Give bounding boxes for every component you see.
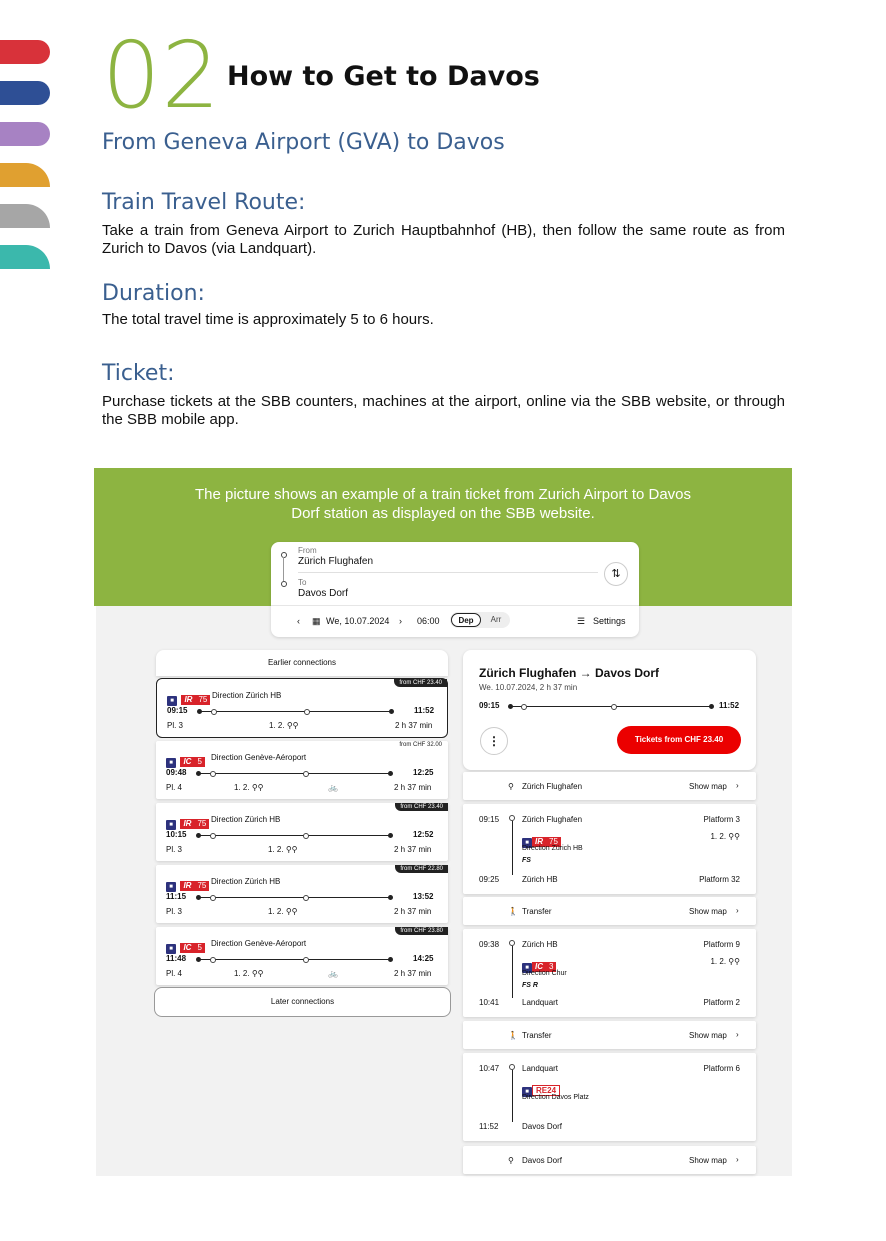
line-badge: 75	[194, 881, 209, 891]
walk-icon: 🚶	[508, 1031, 518, 1040]
platform-label: Pl. 3	[166, 845, 183, 854]
occupancy-icon: ⚲⚲	[286, 721, 299, 730]
tickets-button[interactable]: Tickets from CHF 23.40	[617, 726, 741, 754]
later-connections-button[interactable]	[154, 987, 451, 1017]
dep-time: 09:48	[166, 768, 187, 777]
stripe-orange	[0, 163, 50, 187]
leg-occupancy: 1. 2. ⚲⚲	[710, 832, 740, 841]
leg-arr-time: 10:41	[479, 998, 500, 1007]
transfer-label: Transfer	[522, 1031, 552, 1040]
settings-label[interactable]: Settings	[593, 616, 626, 626]
amenities-icons: FS R	[522, 982, 538, 989]
transfer-row[interactable]	[463, 1021, 756, 1049]
more-options-icon[interactable]: ⋮	[480, 727, 508, 755]
leg-arr-station: Zürich HB	[522, 875, 558, 884]
product-badges	[166, 875, 209, 893]
earlier-connections-button[interactable]	[156, 650, 448, 676]
platform-label: Pl. 4	[166, 783, 183, 792]
settings-icon[interactable]: ☰	[577, 616, 586, 626]
price-badge	[399, 742, 442, 748]
from-field[interactable]: Zürich Flughafen	[298, 556, 374, 567]
leg-arr-platform: Platform 32	[699, 875, 740, 884]
chevron-right-icon: ›	[736, 1155, 739, 1164]
occupancy-label: 1. 2. ⚲⚲	[268, 907, 298, 916]
train-icon: ■	[167, 696, 177, 706]
to-label: To	[298, 578, 307, 587]
chevron-right-icon: ›	[736, 1030, 739, 1039]
section-heading-ticket: Ticket:	[102, 361, 175, 386]
location-pin-icon: ⚲	[508, 1156, 514, 1165]
section-body-route: Take a train from Geneva Airport to Zurich Hauptbahnhof (HB), then follow the same route as from Zurich to Davos (via Landquart).	[102, 222, 785, 257]
chevron-right-icon[interactable]: ›	[399, 616, 402, 626]
field-divider	[298, 572, 598, 573]
leg-dep-time: 10:47	[479, 1064, 500, 1073]
route-line-icon	[281, 552, 286, 586]
connection-item[interactable]	[156, 741, 448, 799]
dep-time: 10:15	[166, 830, 187, 839]
dep-time: 11:48	[166, 954, 187, 963]
occupancy-label: 1. 2. ⚲⚲	[234, 783, 264, 792]
arr-time: 11:52	[414, 706, 435, 715]
duration-label: 2 h 37 min	[394, 845, 432, 854]
occupancy-icon: ⚲⚲	[285, 907, 298, 916]
arr-time: 12:52	[413, 830, 434, 839]
show-map-link[interactable]: Show map	[689, 1156, 727, 1165]
date-field[interactable]: We, 10.07.2024	[326, 616, 390, 626]
stripe-gray	[0, 204, 50, 228]
leg-direction: Direction Chur	[522, 970, 567, 977]
product-badge: RE24	[532, 1085, 560, 1096]
direction-label: Direction Zürich HB	[211, 815, 281, 824]
product-badges	[166, 751, 205, 769]
leg-dep-station: Zürich HB	[522, 940, 558, 949]
price-badge	[395, 803, 448, 811]
line-badge: 5	[194, 943, 204, 953]
dep-time: 11:15	[166, 892, 187, 901]
leg-dep-station: Zürich Flughafen	[522, 815, 583, 824]
occupancy-icon: ⚲⚲	[251, 969, 264, 978]
leg-direction: Direction Zürich HB	[522, 845, 583, 852]
location-pin-icon: ⚲	[508, 782, 514, 791]
section-heading-route: Train Travel Route:	[102, 190, 306, 215]
train-icon: ■	[522, 1087, 532, 1097]
transfer-row[interactable]	[463, 897, 756, 925]
leg-arr-station: Davos Dorf	[522, 1122, 563, 1131]
price-label: from CHF 23.40	[399, 680, 442, 686]
swap-icon[interactable]: ⇅	[604, 562, 628, 586]
section-body-ticket: Purchase tickets at the SBB counters, machines at the airport, online via the SBB website, or through the SBB mobile app.	[102, 393, 785, 428]
calendar-icon: ▦	[312, 616, 321, 626]
journey-leg	[463, 929, 756, 1017]
stripe-teal	[0, 245, 50, 269]
price-badge	[395, 865, 448, 873]
stripe-blue	[0, 81, 50, 105]
arr-time: 13:52	[413, 892, 434, 901]
journey-title: Zürich Flughafen → Davos Dorf	[479, 666, 660, 680]
train-icon: ■	[166, 944, 176, 954]
train-icon: ■	[166, 882, 176, 892]
section-body-duration: The total travel time is approximately 5 to 6 hours.	[102, 311, 434, 328]
product-badge: IR	[180, 819, 194, 829]
show-map-link[interactable]: Show map	[689, 907, 727, 916]
connection-item[interactable]	[156, 678, 448, 738]
product-badge: IC	[180, 757, 194, 767]
section-number: 02	[102, 22, 222, 129]
later-connections-label: Later connections	[270, 997, 335, 1006]
dep-time: 09:15	[167, 706, 188, 715]
platform-label: Pl. 4	[166, 969, 183, 978]
train-icon: ■	[166, 758, 176, 768]
product-badges	[167, 689, 210, 707]
duration-label: 2 h 37 min	[394, 907, 432, 916]
line-badge: 75	[546, 837, 561, 847]
direction-label: Direction Genève-Aéroport	[211, 939, 307, 948]
from-label: From	[298, 546, 317, 555]
chevron-right-icon: ›	[736, 906, 739, 915]
chevron-right-icon: ›	[736, 781, 739, 790]
journey-leg	[463, 804, 756, 894]
price-badge	[395, 927, 448, 935]
page-subtitle: From Geneva Airport (GVA) to Davos	[102, 130, 505, 155]
station-name: Zürich Flughafen	[522, 782, 583, 791]
leg-dep-platform: Platform 9	[703, 940, 740, 949]
dep-option[interactable]: Dep	[451, 613, 481, 627]
journey-leg	[463, 1053, 756, 1141]
train-icon: ■	[166, 820, 176, 830]
journey-arr-time: 11:52	[719, 701, 740, 710]
product-badge: IR	[180, 881, 194, 891]
leg-arr-station: Landquart	[522, 998, 559, 1007]
show-map-link[interactable]: Show map	[689, 782, 727, 791]
product-badge: IR	[532, 837, 546, 847]
stripe-purple	[0, 122, 50, 146]
dep-arr-toggle[interactable]	[450, 612, 510, 628]
train-icon: ■	[522, 838, 532, 848]
direction-label: Direction Zürich HB	[212, 691, 282, 700]
leg-dep-platform: Platform 3	[703, 815, 740, 824]
station-map-row[interactable]	[463, 772, 756, 800]
occupancy-label: 1. 2. ⚲⚲	[234, 969, 264, 978]
journey-dep-time: 09:15	[479, 701, 500, 710]
price-label: from CHF 22.80	[400, 866, 443, 872]
chevron-left-icon[interactable]: ‹	[297, 616, 300, 626]
leg-dep-time: 09:38	[479, 940, 500, 949]
arr-time: 14:25	[413, 954, 434, 963]
leg-direction: Direction Davos Platz	[522, 1094, 589, 1101]
leg-arr-time: 09:25	[479, 875, 500, 884]
duration-label: 2 h 37 min	[395, 721, 433, 730]
product-badges	[166, 813, 209, 831]
connection-item[interactable]	[156, 865, 448, 923]
figure-caption: The picture shows an example of a train ticket from Zurich Airport to Davos Dorf station as displayed on the SBB website.	[194, 486, 692, 522]
platform-label: Pl. 3	[166, 907, 183, 916]
journey-summary-card	[463, 650, 756, 770]
arr-option[interactable]: Arr	[490, 615, 502, 624]
line-badge: 3	[546, 962, 556, 972]
leg-dep-station: Landquart	[522, 1064, 559, 1073]
leg-arr-platform: Platform 2	[703, 998, 740, 1007]
leg-dep-time: 09:15	[479, 815, 500, 824]
leg-arr-time: 11:52	[479, 1122, 499, 1131]
price-label: from CHF 23.80	[400, 928, 443, 934]
bicycle-icon: 🚲	[328, 783, 338, 792]
amenities-icons: FS	[522, 857, 531, 864]
platform-label: Pl. 3	[167, 721, 184, 730]
line-badge: 75	[195, 695, 210, 705]
decorative-stripes	[0, 40, 52, 286]
occupancy-icon: ⚲⚲	[285, 845, 298, 854]
leg-occupancy: 1. 2. ⚲⚲	[710, 957, 740, 966]
journey-meta: We. 10.07.2024, 2 h 37 min	[479, 683, 578, 692]
to-field[interactable]: Davos Dorf	[298, 588, 349, 599]
leg-dep-platform: Platform 6	[703, 1064, 740, 1073]
price-label: from CHF 32.00	[399, 742, 442, 748]
section-heading-duration: Duration:	[102, 281, 205, 306]
occupancy-icon: ⚲⚲	[251, 783, 264, 792]
arr-time: 12:25	[413, 768, 434, 777]
line-badge: 75	[194, 819, 209, 829]
product-badge: IC	[180, 943, 194, 953]
line-badge: 5	[194, 757, 204, 767]
bicycle-icon: 🚲	[328, 969, 338, 978]
occupancy-label: 1. 2. ⚲⚲	[269, 721, 299, 730]
transfer-label: Transfer	[522, 907, 552, 916]
connection-item[interactable]	[156, 927, 448, 985]
product-badge: IR	[181, 695, 195, 705]
search-card	[271, 542, 639, 637]
connection-item[interactable]	[156, 803, 448, 861]
occupancy-label: 1. 2. ⚲⚲	[268, 845, 298, 854]
product-badges	[166, 937, 205, 955]
duration-label: 2 h 37 min	[394, 969, 432, 978]
train-icon: ■	[522, 963, 532, 973]
walk-icon: 🚶	[508, 907, 518, 916]
stripe-red	[0, 40, 50, 64]
direction-label: Direction Zürich HB	[211, 877, 281, 886]
page-title: How to Get to Davos	[227, 61, 540, 92]
station-name: Davos Dorf	[522, 1156, 563, 1165]
price-badge	[394, 679, 447, 687]
card-divider	[271, 605, 639, 606]
duration-label: 2 h 37 min	[394, 783, 432, 792]
time-field[interactable]: 06:00	[417, 616, 440, 626]
station-map-row[interactable]	[463, 1146, 756, 1174]
direction-label: Direction Genève-Aéroport	[211, 753, 307, 762]
product-badge: IC	[532, 962, 546, 972]
price-label: from CHF 23.40	[400, 804, 443, 810]
earlier-connections-label: Earlier connections	[267, 658, 337, 667]
show-map-link[interactable]: Show map	[689, 1031, 727, 1040]
